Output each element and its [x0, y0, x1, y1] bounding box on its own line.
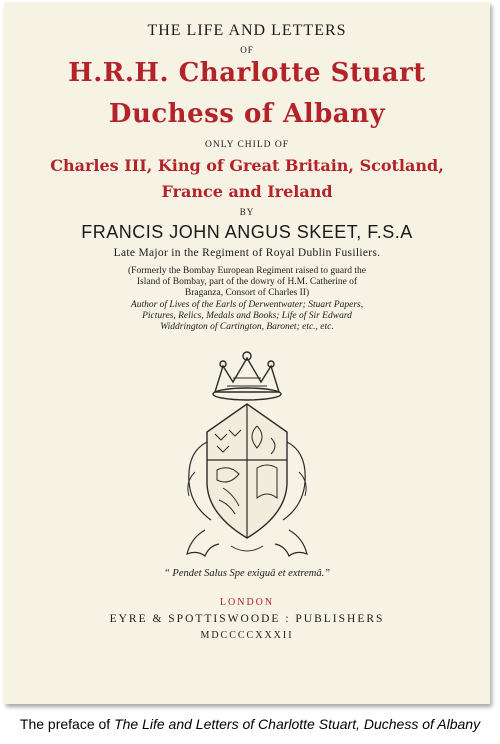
subject-title: Duchess of Albany [108, 99, 386, 129]
author-rank: Late Major in the Regiment of Royal Dublin Fusiliers. [113, 247, 381, 259]
works-line: Widdrington of Cartington, Baronet; etc., etc. [160, 322, 334, 332]
caption-book-title: The Life and Letters of Charlotte Stuart, Duchess of Albany [114, 716, 481, 732]
of-word: OF [240, 45, 254, 55]
image-caption [0, 716, 500, 732]
publication-place: LONDON [219, 597, 275, 608]
subject-name: H.R.H. Charlotte Stuart [68, 58, 426, 88]
father-title-line1: Charles III, King of Great Britain, Scotland, [50, 156, 444, 175]
royal-coat-of-arms-icon [175, 342, 319, 562]
formerly-note [4, 266, 490, 299]
author-works [4, 300, 490, 333]
formerly-line: Island of Bombay, part of the dowry of H.M. Catherine of [136, 277, 358, 287]
works-line: Author of Lives of the Earls of Derwentwater; Stuart Papers, [130, 300, 364, 310]
caption-prefix: The preface of [19, 716, 115, 732]
formerly-line: Braganza, Consort of Charles II) [184, 288, 310, 298]
author-name: FRANCIS JOHN ANGUS SKEET, F.S.A [81, 222, 413, 242]
publisher: EYRE & SPOTTISWOODE : PUBLISHERS [109, 613, 385, 625]
only-child-label: ONLY CHILD OF [205, 140, 289, 150]
by-word: BY [239, 207, 255, 217]
book-title: THE LIFE AND LETTERS [147, 22, 347, 39]
father-title-line2: France and Ireland [161, 182, 333, 201]
works-line: Pictures, Relics, Medals and Books; Life of Sir Edward [142, 311, 352, 321]
motto: “ Pendet Salus Spe exiguâ et extremâ.” [163, 568, 331, 579]
title-page [4, 2, 490, 704]
publication-year: MDCCCCXXXII [200, 630, 294, 641]
formerly-line: (Formerly the Bombay European Regiment raised to guard the [128, 266, 366, 276]
